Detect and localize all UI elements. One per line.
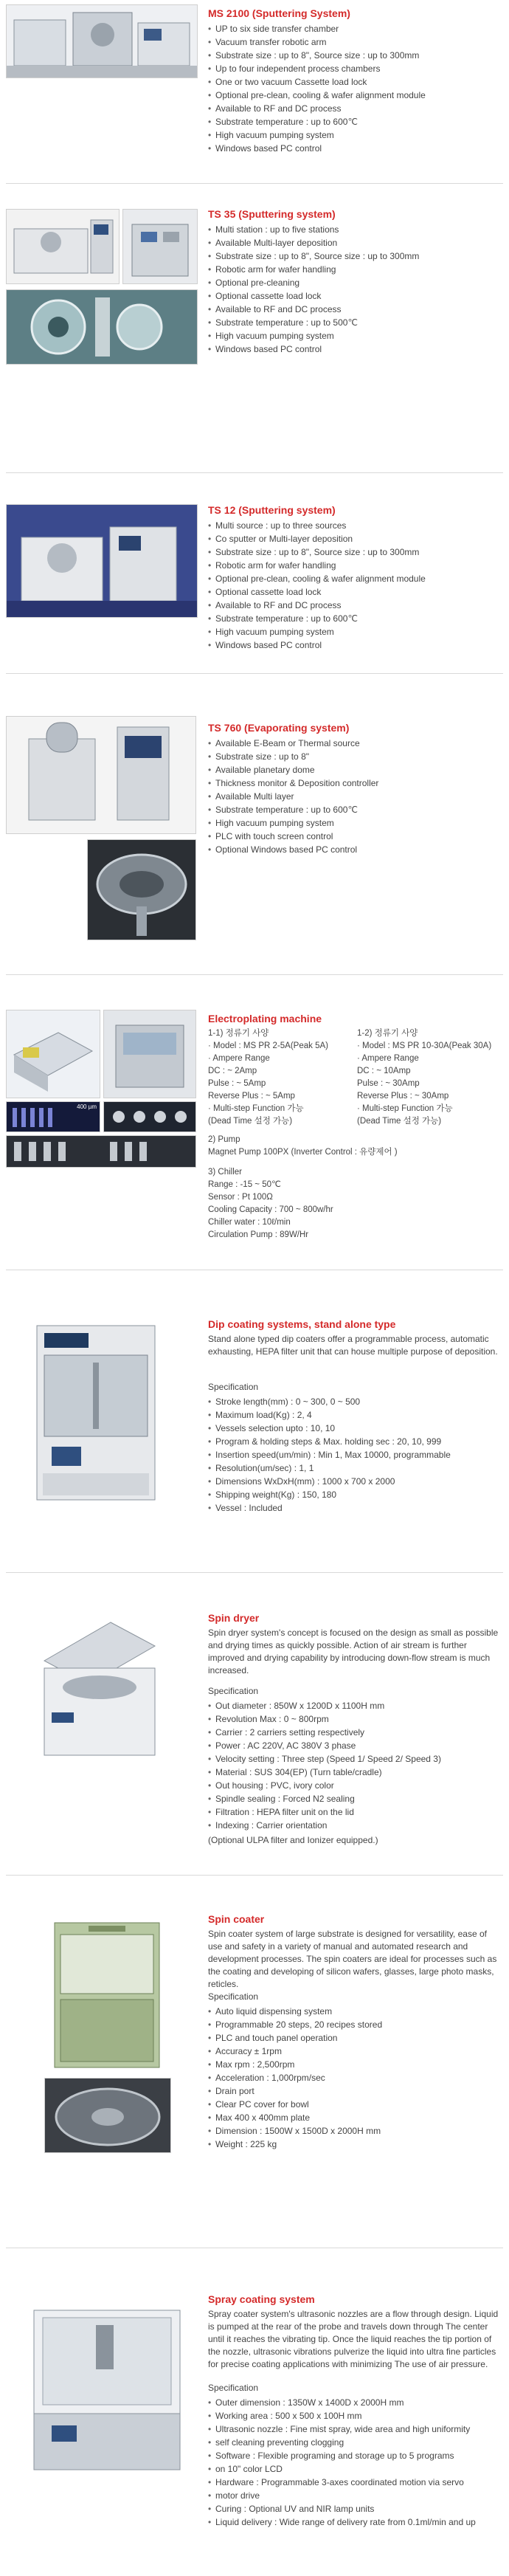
spec-item: • Spindle sealing : Forced N2 sealing [208,1792,441,1805]
spec-item: • Ultrasonic nozzle : Fine mist spray, wide area and high uniformity [208,2422,476,2436]
spec-item: • Curing : Optional UV and NIR lamp units [208,2502,476,2515]
spin-coater-spec-list [208,2005,382,2151]
spec-item: • Available Multi-layer deposition [208,236,419,249]
spec-item: • on 10" color LCD [208,2462,476,2476]
spec-item: • Indexing : Carrier orientation [208,1819,441,1832]
spec-item: • Auto liquid dispensing system [208,2005,382,2018]
rectifier-line: · Multi-step Function 가능 [208,1104,304,1113]
spec-item: • Max 400 x 400mm plate [208,2111,382,2124]
spec-item: • Substrate temperature : up to 600℃ [208,115,426,128]
spec-item: • Substrate size : up to 8" [208,750,378,763]
spec-item: • Optional Windows based PC control [208,843,378,856]
spec-item: • Acceleration : 1,000rpm/sec [208,2071,382,2084]
dip-title: Dip coating systems, stand alone type [208,1318,396,1330]
spin-dryer-photo [30,1616,170,1760]
ts35-spec-list [208,223,419,356]
spec-item: • Filtration : HEPA filter unit on the lid [208,1805,441,1819]
ts760-title: TS 760 (Evaporating system) [208,722,350,734]
spec-item: • Up to four independent process chambers [208,62,426,75]
electroplating-micro-3 [6,1135,196,1168]
spec-item: • Revolution Max : 0 ~ 800rpm [208,1712,441,1726]
spec-item: • Accuracy ± 1rpm [208,2045,382,2058]
dip-coater-photo [22,1321,170,1506]
rectifier-line: · Ampere Range [357,1054,419,1063]
ts35-photo-1 [6,209,120,284]
chiller-line: Cooling Capacity : 700 ~ 800w/hr [208,1205,333,1214]
ts760-spec-list [208,737,378,856]
spec-item: • Optional pre-clean, cooling & wafer alignment module [208,89,426,102]
rectifier-line: · Ampere Range [208,1054,270,1063]
dip-spec-list [208,1395,451,1515]
spec-item: • Thickness monitor & Deposition controller [208,776,378,790]
spin-dryer-spec-list [208,1699,441,1832]
spec-item: • Drain port [208,2084,382,2098]
rectifier-line: 1-2) 정류기 사양 [357,1029,418,1038]
rectifier-line: DC : ~ 2Amp [208,1067,257,1075]
electroplating-micro-1 [6,1101,100,1132]
chiller-line: Circulation Pump : 89W/Hr [208,1230,309,1239]
spec-item: • Substrate size : up to 8", Source size : up to 300mm [208,249,419,263]
spec-item: • Weight : 225 kg [208,2138,382,2151]
spec-item: • One or two vacuum Cassette load lock [208,75,426,89]
ms2100-title: MS 2100 (Sputtering System) [208,7,350,19]
spec-item: • Software : Flexible programing and storage up to 5 programs [208,2449,476,2462]
spec-item: • Available Multi layer [208,790,378,803]
chiller-spec [208,1166,333,1241]
spray-spec-label: Specification [208,2383,259,2393]
ts12-title: TS 12 (Sputtering system) [208,504,336,516]
divider [6,673,503,674]
spec-item: • Substrate temperature : up to 600℃ [208,612,426,625]
spin-coater-title: Spin coater [208,1913,265,1925]
micro-scale-label: 400 µm [77,1103,97,1110]
spec-item: • Robotic arm for wafer handling [208,263,419,276]
spec-item: • Programmable 20 steps, 20 recipes stored [208,2018,382,2031]
spec-item: • Dimension : 1500W x 1500D x 2000H mm [208,2124,382,2138]
spec-item: • Out diameter : 850W x 1200D x 1100H mm [208,1699,441,1712]
spec-item: • Multi source : up to three sources [208,519,426,532]
spec-item: • Vessels selection upto : 10, 10 [208,1422,451,1435]
spec-item: • Windows based PC control [208,638,426,652]
spec-item: • Stroke length(mm) : 0 ~ 300, 0 ~ 500 [208,1395,451,1408]
ts35-photo-2 [122,209,198,284]
spin-dryer-note: (Optional ULPA filter and Ionizer equipped.) [208,1835,378,1845]
spec-item: • Windows based PC control [208,142,426,155]
spec-item: • Program & holding steps & Max. holding sec : 20, 10, 999 [208,1435,451,1448]
rectifier-line: Reverse Plus : ~ 30Amp [357,1092,449,1101]
spec-item: • Available to RF and DC process [208,102,426,115]
spec-item: • Working area : 500 x 500 x 100H mm [208,2409,476,2422]
spin-coater-spec-label: Specification [208,1991,259,2002]
dip-description: Stand alone typed dip coaters offer a programmable process, automatic exhausting, HEPA filter unit that can house multiple purpose of deposition. [208,1334,498,1357]
pump-line: Magnet Pump 100PX (Inverter Control : 유량제어 ) [208,1148,398,1157]
ms2100-photo [6,4,198,78]
spec-item: • Available E-Beam or Thermal source [208,737,378,750]
spec-item: • Substrate temperature : up to 600℃ [208,803,378,816]
spin-coater-photo-1 [44,1915,170,2070]
divider [6,974,503,975]
spec-item: • Optional pre-cleaning [208,276,419,289]
ts35-photo-3 [6,289,198,365]
divider [6,183,503,184]
spec-item: • Carrier : 2 carriers setting respectively [208,1726,441,1739]
rectifier-line: 1-1) 정류기 사양 [208,1029,269,1038]
electroplating-photo-2 [103,1010,196,1098]
spec-item: • Optional cassette load lock [208,289,419,303]
rectifier-line: (Dead Time 설정 가능) [357,1117,442,1126]
spec-item: • motor drive [208,2489,476,2502]
spec-item: • Windows based PC control [208,342,419,356]
spec-item: • Hardware : Programmable 3-axes coordinated motion via servo [208,2476,476,2489]
spin-dryer-spec-label: Specification [208,1686,259,1696]
spec-item: • UP to six side transfer chamber [208,22,426,35]
ts35-title: TS 35 (Sputtering system) [208,208,336,220]
ts760-photo-1 [6,716,196,834]
spec-item: • Material : SUS 304(EP) (Turn table/cradle) [208,1766,441,1779]
spec-item: • Substrate size : up to 8", Source size : up to 300mm [208,49,426,62]
divider [6,1572,503,1573]
spec-item: • Dimensions WxDxH(mm) : 1000 x 700 x 2000 [208,1475,451,1488]
spray-spec-list [208,2396,476,2529]
spec-item: • High vacuum pumping system [208,329,419,342]
rectifier-line: · Model : MS PR 10-30A(Peak 30A) [357,1041,492,1050]
chiller-line: Sensor : Pt 100Ω [208,1193,273,1202]
spec-item: • Liquid delivery : Wide range of delivery rate from 0.1ml/min and up [208,2515,476,2529]
divider [6,1875,503,1876]
chiller-line: Range : -15 ~ 50℃ [208,1180,281,1189]
spec-item: • Outer dimension : 1350W x 1400D x 2000H mm [208,2396,476,2409]
spec-item: • self cleaning preventing clogging [208,2436,476,2449]
ts760-photo-2 [87,839,196,940]
electroplating-micro-2 [103,1101,196,1132]
spec-item: • Optional cassette load lock [208,585,426,599]
rectifier-line: · Model : MS PR 2-5A(Peak 5A) [208,1041,328,1050]
rectifier-line: Pulse : ~ 30Amp [357,1079,420,1088]
spec-item: • Max rpm : 2,500rpm [208,2058,382,2071]
spray-description: Spray coater system's ultrasonic nozzles are a flow through design. Liquid is pumped at the rear of the probe and travels down through The center until it reaches the vibrating tip. Once the liquid reaches the tip portion of the nozzle, ultrasonic vibrations pulverize the liquid into ultra fine particles for precise coating applications with minimizing The use of air pressure. [208,2309,499,2369]
spec-item: • Optional pre-clean, cooling & wafer alignment module [208,572,426,585]
spin-coater-photo-2 [44,2078,171,2153]
rectifier-line: Reverse Plus : ~ 5Amp [208,1092,295,1101]
spec-item: • Substrate temperature : up to 500℃ [208,316,419,329]
spin-coater-description: Spin coater system of large substrate is designed for versatility, ease of use and safety in a variety of manual and automated research and development processes. The spin coaters are ideal for processes such as the coating and developing of silicon wafers, glasses, large photo masks, reticles. [208,1929,497,1989]
rectifier-spec-1 [208,1027,328,1128]
rectifier-line: Pulse : ~ 5Amp [208,1079,266,1088]
pump-spec [208,1134,398,1159]
rectifier-line: (Dead Time 설정 가능) [208,1117,293,1126]
spec-item: • Shipping weight(Kg) : 150, 180 [208,1488,451,1501]
electroplating-title: Electroplating machine [208,1013,322,1024]
spin-dryer-description: Spin dryer system's concept is focused on the design as small as possible and drying times as quickly possible. Action of air stream is further improved and drying capability by introducing down-flow stream is much increased. [208,1628,499,1676]
spray-coater-photo [22,2296,192,2473]
chiller-line: Chiller water : 10ℓ/min [208,1218,291,1227]
spec-item: • PLC and touch panel operation [208,2031,382,2045]
spec-item: • PLC with touch screen control [208,830,378,843]
electroplating-photo-1 [6,1010,100,1098]
spray-title: Spray coating system [208,2293,315,2305]
ts12-spec-list [208,519,426,652]
rectifier-line: · Multi-step Function 가능 [357,1104,453,1113]
spec-item: • High vacuum pumping system [208,128,426,142]
spec-item: • Clear PC cover for bowl [208,2098,382,2111]
spec-item: • Resolution(um/sec) : 1, 1 [208,1461,451,1475]
spec-item: • High vacuum pumping system [208,625,426,638]
spec-item: • Out housing : PVC, ivory color [208,1779,441,1792]
spec-item: • Available planetary dome [208,763,378,776]
spec-item: • Robotic arm for wafer handling [208,559,426,572]
spec-item: • Substrate size : up to 8", Source size : up to 300mm [208,545,426,559]
spec-item: • High vacuum pumping system [208,816,378,830]
divider [6,472,503,473]
pump-line: 2) Pump [208,1135,240,1144]
rectifier-spec-2 [357,1027,491,1128]
spec-item: • Available to RF and DC process [208,303,419,316]
spec-item: • Vessel : Included [208,1501,451,1515]
spec-item: • Maximum load(Kg) : 2, 4 [208,1408,451,1422]
dip-spec-label: Specification [208,1382,259,1392]
spin-dryer-title: Spin dryer [208,1612,260,1624]
chiller-line: 3) Chiller [208,1168,243,1177]
rectifier-line: DC : ~ 10Amp [357,1067,411,1075]
ts12-photo [6,504,198,618]
ms2100-spec-list [208,22,426,155]
spec-item: • Co sputter or Multi-layer deposition [208,532,426,545]
spec-item: • Power : AC 220V, AC 380V 3 phase [208,1739,441,1752]
spec-item: • Multi station : up to five stations [208,223,419,236]
spec-item: • Vacuum transfer robotic arm [208,35,426,49]
spec-item: • Velocity setting : Three step (Speed 1/ Speed 2/ Speed 3) [208,1752,441,1766]
spec-item: • Available to RF and DC process [208,599,426,612]
spec-item: • Insertion speed(um/min) : Min 1, Max 10000, programmable [208,1448,451,1461]
